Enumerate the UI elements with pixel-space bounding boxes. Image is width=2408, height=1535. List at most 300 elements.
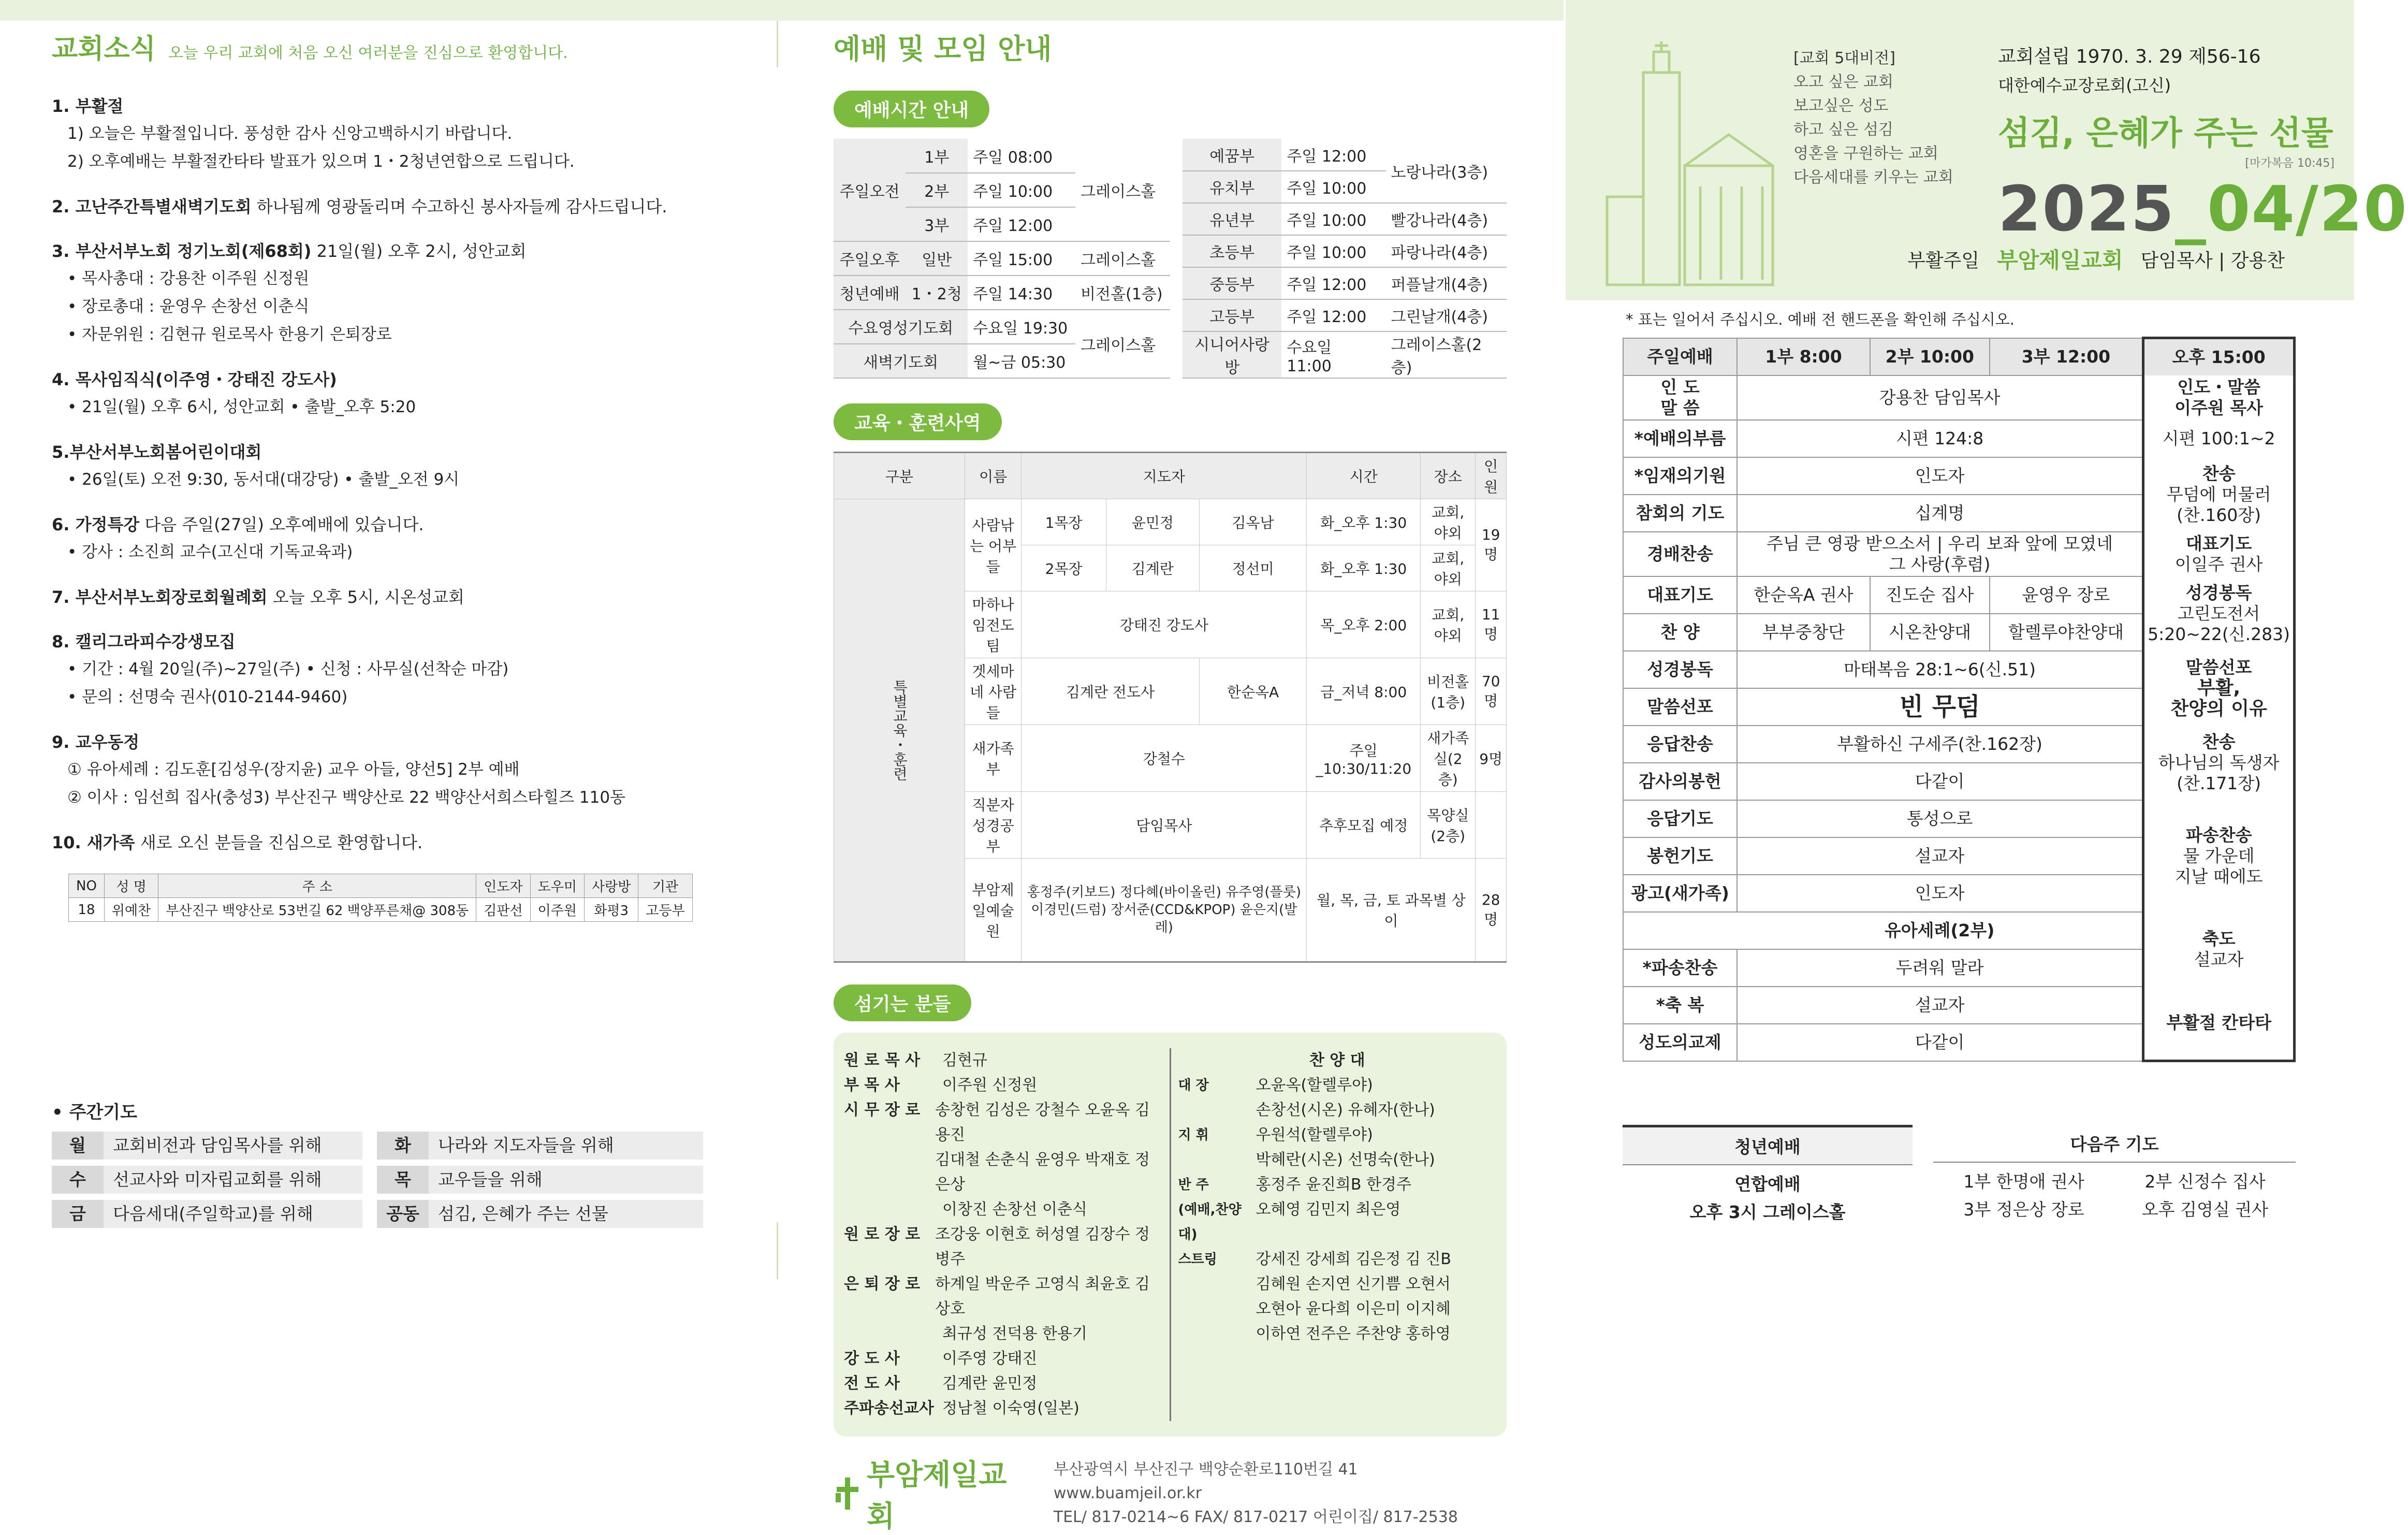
server-role: 부 목 사 [844,1076,900,1094]
dept-time: 주일 12:00 [1281,299,1385,331]
newcomer-header: 주 소 [158,874,476,898]
server-names: 이주원 신정원 [942,1076,1038,1094]
order-content: 통성으로 [1737,800,2143,837]
news-item [52,511,735,566]
service-times-left [834,139,1170,379]
prayer-day: 화 [377,1132,429,1160]
footer-address[interactable]: 부산광역시 부산진구 백양순환로110번길 41 www.buamjeil.or.kr [1053,1460,1358,1502]
news-item-rest: 새로 오신 분들을 진심으로 환영합니다. [135,833,423,852]
choir-role [1178,1322,1256,1346]
dept-name: 유년부 [1183,203,1281,235]
edu-time: 화_오후 1:30 [1307,499,1421,545]
pm-line: 설교자 [2194,949,2244,969]
server-role [844,1322,942,1346]
server-names: 이주영 강태진 [942,1350,1038,1368]
prayer-day: 목 [377,1166,429,1194]
pm-line: 하나님의 독생자 [2158,752,2280,773]
news-item-title [52,366,735,393]
choir-role [1178,1272,1256,1297]
newcomer-header: 인도자 [476,874,530,898]
pm-line: 지날 때에도 [2175,866,2263,887]
order-pm [2143,726,2295,800]
news-item-line: 1) 오늘은 부활절입니다. 풍성한 감사 신앙고백하시기 바랍니다. [67,124,513,143]
dept-time: 주일 10:00 [1281,171,1385,203]
server-role: 은 퇴 장 로 [844,1275,921,1293]
worship-panel [834,27,1507,1535]
order-content: 십계명 [1737,495,2143,532]
vision-box [1793,47,2011,190]
edu-name: 직분자성경공부 [965,792,1021,859]
dept-place: 파랑나라(4층) [1386,235,1507,267]
footer-phone: TEL/ 817-0214~6 FAX/ 817-0217 어린이집/ 817-2538 [1053,1508,1458,1526]
pm-line: 성경봉독 [2185,582,2252,603]
service-name: 주일오후 [834,241,906,276]
prayer-topic: 섬김, 은혜가 주는 선물 [429,1200,703,1228]
choir-row [1178,1172,1497,1197]
service-place: 그레이스홀 [1075,139,1170,241]
next-week-title: 다음주 기도 [1933,1125,2296,1163]
footer [834,1452,1507,1535]
order-header: 오후 15:00 [2143,338,2295,375]
server-row [844,1148,1162,1197]
order-content: 두려워 말라 [1737,949,2143,987]
cross-logo-icon [834,1478,862,1510]
edu-leader: 담임목사 [1021,792,1307,859]
news-item-heading: 9. 교우동정 [52,732,140,752]
slogan: 섬김, 은혜가 주는 선물 [1998,114,2333,153]
top-band [0,0,1564,21]
server-row [844,1197,1162,1222]
edu-header: 구분 [834,453,965,499]
dept-name: 시니어사랑방 [1183,331,1281,378]
news-item [52,584,735,611]
choir-title: 찬 양 대 [1309,1051,1365,1069]
choir-row [1178,1247,1497,1272]
order-content: 설교자 [1737,987,2143,1024]
edu-time: 주일_10:30/11:20 [1307,725,1421,792]
edu-place: 새가족실(2층) [1421,725,1476,792]
server-row [844,1346,1162,1371]
news-item-title [52,729,735,756]
order-item: 성도의교제 [1623,1024,1737,1061]
server-names: 김대철 손춘식 윤영우 박재호 정은상 [935,1151,1150,1194]
year: 2025 [1998,173,2175,245]
pm-line: 찬송 [2202,463,2236,484]
edu-name: 마하나임전도팀 [965,591,1021,658]
server-row [844,1222,1162,1272]
edu-leader: 강철수 [1021,725,1307,792]
service-time: 주일 10:00 [968,173,1075,207]
service-part: 1부 [906,139,968,173]
edu-count: 19명 [1476,499,1507,591]
choir-row [1178,1197,1497,1247]
service-name: 수요영성기도회 [834,310,968,344]
order-item: 감사의봉헌 [1623,763,1737,800]
server-row [844,1098,1162,1148]
news-item-title [52,439,735,466]
edu-count: 70명 [1476,658,1507,725]
church-building-icon [1607,41,1778,285]
slogan-ref: [마가복음 10:45] [2245,157,2334,170]
order-content: 설교자 [1737,837,2143,875]
vision-item: 다음세대를 키우는 교회 [1793,168,1953,186]
server-names: 송창헌 김성은 강철수 오윤옥 김용진 [935,1101,1150,1144]
choir-names: 김혜원 손지연 신기쁨 오현서 [1256,1275,1451,1293]
bottom-info [1623,1125,2296,1226]
order-pm [2143,800,2295,912]
news-panel [52,27,735,922]
news-item-line: • 문의 : 선명숙 권사(010-2144-9460) [67,688,348,706]
edu-leader: 김계란 [1106,545,1199,591]
choir-role: 반 주 [1178,1177,1209,1193]
order-content: 강용찬 담임목사 [1737,375,2143,420]
edu-group: 2목장 [1021,545,1106,591]
news-item-rest: 21일(월) 오후 2시, 성안교회 [311,241,527,261]
pm-line: 부활절 칸타타 [2166,1012,2271,1033]
vision-item: 영혼을 구원하는 교회 [1793,144,1938,163]
choir-row [1178,1297,1497,1322]
service-times [834,139,1507,379]
news-item [52,366,735,421]
worship-heading: 예배 및 모임 안내 [834,33,1052,65]
edu-leader: 김계란 전도사 [1021,658,1200,725]
newcomer-cell: 고등부 [638,898,692,922]
choir-names: 오혜영 김민지 최은영 [1256,1200,1401,1219]
edu-header: 이름 [965,453,1021,499]
order-content: 시편 124:8 [1737,420,2143,457]
choir-names: 박혜란(시온) 선명숙(한나) [1256,1151,1435,1169]
footer-church-name: 부암제일교회 [867,1458,1007,1533]
choir-row [1178,1098,1497,1123]
dept-time: 주일 10:00 [1281,235,1385,267]
dept-name: 초등부 [1183,235,1281,267]
service-name: 새벽기도회 [834,344,968,378]
edu-time: 화_오후 1:30 [1307,545,1421,591]
news-item-rest: 하나됨께 영광돌리며 수고하신 봉사자들께 감사드립니다. [251,197,667,216]
service-part: 1・2청 [906,276,968,310]
pm-line: 찬양의 이유 [2170,698,2267,719]
news-header [52,27,735,66]
server-row [844,1322,1162,1346]
order-pm [2143,576,2295,651]
divider [777,1222,778,1279]
order-item: 응답찬송 [1623,726,1737,763]
order-header: 1부 8:00 [1737,338,1870,375]
news-item-title [52,238,735,265]
prayer-title: • 주간기도 [52,1102,137,1123]
news-item-rest: 오늘 오후 5시, 시온성교회 [267,587,464,607]
news-item [52,93,735,176]
server-names: 정남철 이숙영(일본) [942,1399,1079,1417]
vision-item: 하고 싶은 섬김 [1793,121,1893,139]
pm-line: (찬.160장) [2177,504,2261,525]
edu-leader: 김옥남 [1199,499,1307,545]
news-list [52,93,735,856]
newcomer-cell: 18 [69,898,105,922]
choir-names: 이하연 전주은 주찬양 홍하영 [1256,1325,1451,1343]
news-item [52,439,735,494]
pastor: 담임목사 | 강용찬 [2140,250,2285,271]
times-label: 예배시간 안내 [834,91,989,127]
edu-name: 겟세마네 사람들 [965,658,1021,725]
news-item [52,729,735,812]
server-names: 최규성 전덕용 한용기 [942,1325,1087,1343]
server-row [844,1048,1162,1073]
server-role: 원 로 목 사 [844,1051,921,1069]
next-week-box [1933,1125,2296,1226]
edu-name: 새가족부 [965,725,1021,792]
edu-leader: 정선미 [1199,545,1307,591]
newcomer-cell: 위예찬 [104,898,158,922]
newcomer-cell: 김판선 [476,898,530,922]
order-item: *임재의기원 [1623,457,1737,495]
pm-line: 말씀선포 [2185,657,2252,677]
newcomer-header: NO [69,874,105,898]
choir-row [1178,1322,1497,1346]
servers-label: 섬기는 분들 [834,984,971,1021]
order-item: *축 복 [1623,987,1737,1024]
order-content-part: 진도순 집사 [1870,576,1990,614]
youth-title: 청년예배 [1623,1125,1913,1165]
youth-line1: 연합예배 [1734,1174,1801,1194]
order-item: 응답기도 [1623,800,1737,837]
order-content: 빈 무덤 [1737,688,2143,726]
order-pm [2143,651,2295,726]
news-item-heading: 1. 부활절 [52,96,124,116]
news-item-line: • 21일(월) 오후 6시, 성안교회 • 출발_오후 5:20 [67,398,416,416]
order-content-part: 시온찬양대 [1870,614,1990,651]
choir-row [1178,1272,1497,1297]
news-item-title [52,193,735,220]
edu-count: 9명 [1476,725,1507,792]
news-item-heading: 6. 가정특강 [52,515,140,534]
news-item-line: 2) 오후예배는 부활절칸타타 발표가 있으며 1・2청년연합으로 드립니다. [67,152,575,171]
dept-name: 고등부 [1183,299,1281,331]
dept-place: 빨강나라(4층) [1386,203,1507,235]
service-time: 월~금 05:30 [968,344,1075,378]
server-names: 하계일 박운주 고영식 최윤호 김상호 [935,1275,1150,1318]
news-item-line: • 기간 : 4월 20일(주)~27일(주) • 신청 : 사무실(선착순 마감) [67,660,509,678]
servers-left [844,1048,1162,1421]
order-header: 3부 12:00 [1990,338,2143,375]
prayer-day: 수 [52,1166,104,1194]
service-name: 청년예배 [834,276,906,310]
order-pm [2143,532,2295,576]
order-content: 인도자 [1737,457,2143,495]
prayer-day: 금 [52,1200,104,1228]
server-row [844,1371,1162,1396]
server-row [844,1272,1162,1322]
month-day: 04/20 [2207,173,2408,245]
order-item: 대표기도 [1623,576,1737,614]
order-content: 인도자 [1737,875,2143,912]
church-logo [834,1452,1033,1535]
news-item-heading: 8. 캘리그라피수강생모집 [52,632,236,651]
header-info [1998,41,2408,245]
choir-row [1178,1073,1497,1098]
news-item-heading: 7. 부산서부노회장로회월례회 [52,587,268,607]
server-row [844,1073,1162,1098]
pm-line: 대표기도 [2185,533,2252,554]
service-part: 3부 [906,207,968,241]
news-item-title [52,829,735,856]
news-item-heading: 4. 목사임직식(이주영・강태진 강도사) [52,370,337,389]
pm-line: 5:20~22(신.283) [2148,624,2290,644]
news-item [52,238,735,349]
edu-header: 장소 [1421,453,1476,499]
choir-names: 오윤옥(할렐루야) [1256,1076,1373,1094]
pm-line: 이일주 권사 [2175,554,2263,574]
prayer-topic: 교회비전과 담임목사를 위해 [104,1132,362,1160]
choir-role: 스트링 [1178,1252,1217,1267]
order-item: *예배의부름 [1623,420,1737,457]
newcomer-cell: 화평3 [584,898,638,922]
service-times-right [1183,139,1507,379]
server-names: 조강웅 이현호 허성열 김장수 정병주 [935,1225,1150,1268]
prayer-day: 월 [52,1132,104,1160]
dept-place: 그린날개(4층) [1386,299,1507,331]
edu-count: 28명 [1476,859,1507,962]
edu-group: 1목장 [1021,499,1106,545]
service-part: 2부 [906,173,968,207]
order-item: 참회의 기도 [1623,495,1737,532]
pm-line: (찬.171장) [2177,773,2261,793]
edu-time: 금_저녁 8:00 [1307,658,1421,725]
service-place: 그레이스홀 [1075,310,1170,378]
service-place: 그레이스홀 [1075,241,1170,276]
edu-category: 특별교육・훈련 [834,499,965,962]
order-content: 마태복음 28:1~6(신.51) [1737,651,2143,688]
newcomer-cell: 이주원 [530,898,584,922]
choir-role [1178,1098,1256,1123]
newcomer-cell: 부산진구 백양산로 53번길 62 백양푸른채@ 308동 [158,898,476,922]
order-pm [2143,457,2295,532]
news-item-line: • 장로총대 : 윤영우 손창선 이춘식 [67,297,310,316]
order-item: 인 도 말 씀 [1623,375,1737,420]
order-content-part: 할렐루야찬양대 [1990,614,2143,651]
edu-leader: 홍정주(키보드) 정다혜(바이올린) 유주영(플룻) 이경민(드럼) 장서준(CCD&KPOP) 윤은지(발레) [1021,859,1307,962]
edu-count: 11명 [1476,591,1507,658]
edu-leader: 윤민정 [1106,499,1199,545]
servers-right [1178,1048,1497,1421]
youth-line2: 오후 3시 그레이스홀 [1689,1202,1846,1222]
server-row [844,1396,1162,1421]
news-item [52,628,735,711]
dept-place: 퍼플날개(4층) [1386,267,1507,299]
choir-role: 지 휘 [1178,1127,1209,1143]
news-subtitle: 오늘 우리 교회에 처음 오신 여러분을 진심으로 환영합니다. [168,44,568,62]
pm-line: 축도 [2202,928,2236,949]
edu-name: 부암제일예술원 [965,859,1021,962]
edu-table [834,452,1507,963]
order-item: *파송찬송 [1623,949,1737,987]
dept-time: 수요일 11:00 [1281,331,1385,378]
choir-row [1178,1123,1497,1148]
dept-name: 중등부 [1183,267,1281,299]
news-item-heading: 10. 새가족 [52,833,135,852]
divider [777,21,778,67]
edu-place: 비전홀(1층) [1421,658,1476,725]
pm-line: 찬송 [2202,731,2236,752]
order-item: 말씀선포 [1623,688,1737,726]
news-item-line: • 강사 : 소진희 교수(고신대 기독교육과) [67,543,353,561]
prayer-day: 공동 [377,1200,429,1228]
sunday-name: 부활주일 [1907,250,1980,271]
edu-leader: 한순옥A [1199,658,1307,725]
order-item: 찬 양 [1623,614,1737,651]
newcomer-header: 성 명 [104,874,158,898]
denomination: 대한예수교장로회(고신) [1998,76,2171,95]
order-note: * 표는 일어서 주십시오. 예배 전 핸드폰을 확인해 주십시오. [1626,311,2015,328]
choir-names: 우원석(할렐루야) [1256,1126,1373,1144]
news-item-title [52,584,735,611]
server-role [844,1148,935,1197]
server-role: 원 로 장 로 [844,1225,921,1243]
server-role: 시 무 장 로 [844,1101,921,1119]
pm-line: 파송찬송 [2185,824,2252,845]
server-role: 전 도 사 [844,1374,900,1393]
order-item: 봉헌기도 [1623,837,1737,875]
news-item-line: ① 유아세례 : 김도훈[김성우(장지윤) 교우 아들, 양선5] 2부 예배 [67,760,520,779]
order-item: 경배찬송 [1623,532,1737,576]
order-pm [2143,987,2295,1061]
news-item-title [52,93,735,120]
prayer-topic: 다음세대(주일학교)를 위해 [104,1200,362,1228]
edu-place: 교회, 야외 [1421,591,1476,658]
edu-place: 목양실(2층) [1421,792,1476,859]
edu-header: 인원 [1476,453,1507,499]
edu-place: 교회, 야외 [1421,499,1476,545]
newcomer-header: 기관 [638,874,692,898]
news-item [52,829,735,856]
choir-names: 홍정주 윤진희B 한경주 [1256,1176,1411,1194]
next-week-cell: 오후 김영실 권사 [2141,1199,2269,1220]
choir-role: 대 장 [1178,1078,1209,1093]
order-content-part: 윤영우 장로 [1990,576,2143,614]
order-content: 유아세례(2부) [1737,912,2143,949]
edu-time: 목_오후 2:00 [1307,591,1421,658]
order-content-part: 부부중창단 [1737,614,1870,651]
order-content: 주님 큰 영광 받으소서 | 우리 보좌 앞에 모였네 그 사랑(후렴) [1737,532,2143,576]
prayer-topic: 나라와 지도자들을 위해 [429,1132,703,1160]
pm-line: 물 가운데 [2183,845,2255,866]
bulletin-date: 2025_04/20 [1998,173,2408,245]
dept-name: 유치부 [1183,171,1281,203]
bulletin-header [1566,0,2408,300]
dept-name: 예꿈부 [1183,139,1281,171]
next-week-cell: 3부 정은상 장로 [1963,1199,2084,1220]
service-part: 일반 [906,241,968,276]
news-item-line: • 자문위원 : 김현규 원로목사 한용기 은퇴장로 [67,325,392,344]
dept-place: 그레이스홀(2층) [1386,331,1507,378]
server-names: 김현규 [942,1051,987,1069]
weekly-prayer [52,1098,725,1228]
news-item-heading: 5.부산서부노회봄어린이대회 [52,442,262,462]
order-item: 성경봉독 [1623,651,1737,688]
choir-role [1178,1148,1256,1172]
order-item: 광고(새가족) [1623,875,1737,912]
vision-title: [교회 5대비전] [1793,49,1895,67]
dept-place: 노랑나라(3층) [1386,139,1507,203]
next-week-cell: 1부 한명애 권사 [1963,1171,2084,1192]
servers-box [834,1033,1507,1437]
service-time: 주일 12:00 [968,207,1075,241]
order-content: 다같이 [1737,1024,2143,1061]
order-pm: 인도・말씀 이주원 목사 [2143,375,2295,420]
prayer-topic: 교우들을 위해 [429,1166,703,1194]
news-item-heading: 2. 고난주간특별새벽기도회 [52,197,252,216]
newcomer-header: 도우미 [530,874,584,898]
